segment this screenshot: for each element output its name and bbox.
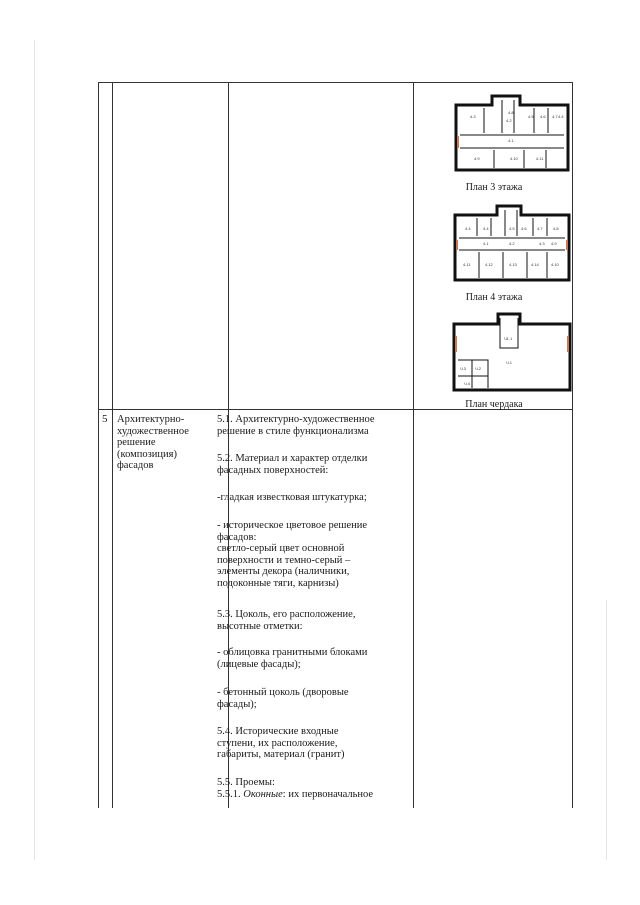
floor-plan-4 <box>447 200 579 292</box>
item-plaster: -гладкая известковая штукатурка; <box>217 492 367 503</box>
item-concrete: - бетонный цоколь (дворовые фасады); <box>217 687 349 710</box>
svg-text:Ч.1: Ч.1 <box>506 360 513 365</box>
svg-text:4.4: 4.4 <box>558 114 564 119</box>
item-5-1: 5.1. Архитектурно-художественное решение в стиле функционализма <box>217 414 375 437</box>
section-title: Архитектурно- художественное решение (композиция) фасадов <box>117 414 189 472</box>
scan-edge-mark <box>34 40 35 860</box>
svg-text:4.3: 4.3 <box>539 241 545 246</box>
item-5-5-1-number: 5.5.1. <box>217 789 244 800</box>
item-5-5-1-rest: : их первоначальное <box>282 789 374 800</box>
plan-3-caption: План 3 этажа <box>465 182 523 193</box>
attic-plan <box>446 306 580 398</box>
item-color-scheme: - историческое цветовое решение фасадов: светло-серый цвет основной поверхности и темно-серый – элементы декора (наличники, подоконные тяги, карнизы) <box>217 520 368 589</box>
attic-plan-caption: План чердака <box>465 399 523 410</box>
svg-text:4.1: 4.1 <box>508 138 514 143</box>
svg-text:4.8: 4.8 <box>508 110 514 115</box>
col-divider-3 <box>413 82 414 808</box>
item-granite: - облицовка гранитными блоками (лицевые фасады); <box>217 647 368 670</box>
svg-text:4.3: 4.3 <box>470 114 476 119</box>
svg-text:Ч.2: Ч.2 <box>475 366 482 371</box>
table-border-right <box>572 82 573 808</box>
svg-text:4.7: 4.7 <box>552 114 558 119</box>
svg-text:4.9: 4.9 <box>474 156 480 161</box>
svg-text:4.10: 4.10 <box>510 156 518 161</box>
svg-text:4.7: 4.7 <box>537 226 543 231</box>
svg-text:4.8: 4.8 <box>553 226 559 231</box>
item-5-5-1-italic: Оконные <box>243 789 283 800</box>
plan-4-caption: План 4 этажа <box>465 292 523 303</box>
svg-text:4.4: 4.4 <box>465 226 471 231</box>
svg-text:4.5: 4.5 <box>509 226 515 231</box>
svg-text:4.2: 4.2 <box>506 118 512 123</box>
svg-text:Ч.4: Ч.4 <box>464 381 471 386</box>
row-number: 5 <box>102 413 108 425</box>
svg-text:4.6: 4.6 <box>540 114 546 119</box>
svg-text:4.14: 4.14 <box>531 262 539 267</box>
item-5-4: 5.4. Исторические входные ступени, их расположение, габариты, материал (гранит) <box>217 726 345 761</box>
svg-text:4.11: 4.11 <box>463 262 471 267</box>
svg-text:4.10: 4.10 <box>551 262 559 267</box>
svg-text:4.5: 4.5 <box>528 114 534 119</box>
col-divider-1 <box>112 82 113 808</box>
table-border-left <box>98 82 99 808</box>
row-divider-top <box>98 82 572 83</box>
svg-text:4.11: 4.11 <box>536 156 544 161</box>
svg-text:Ч1.1: Ч1.1 <box>504 336 513 341</box>
svg-text:4.6: 4.6 <box>521 226 527 231</box>
svg-text:4.9: 4.9 <box>551 241 557 246</box>
svg-text:4.12: 4.12 <box>485 262 493 267</box>
scan-edge-mark-right <box>606 600 607 860</box>
item-5-2: 5.2. Материал и характер отделки фасадных поверхностей: <box>217 453 368 476</box>
svg-text:Ч.3: Ч.3 <box>460 366 467 371</box>
item-5-5: 5.5. Проемы: <box>217 777 275 788</box>
svg-text:4.2: 4.2 <box>509 241 515 246</box>
svg-text:4.4: 4.4 <box>483 226 489 231</box>
svg-text:4.13: 4.13 <box>509 262 517 267</box>
svg-text:4.1: 4.1 <box>483 241 489 246</box>
floor-plan-3 <box>448 88 578 180</box>
item-5-5-1 <box>217 789 411 801</box>
item-5-3: 5.3. Цоколь, его расположение, высотные отметки: <box>217 609 356 632</box>
